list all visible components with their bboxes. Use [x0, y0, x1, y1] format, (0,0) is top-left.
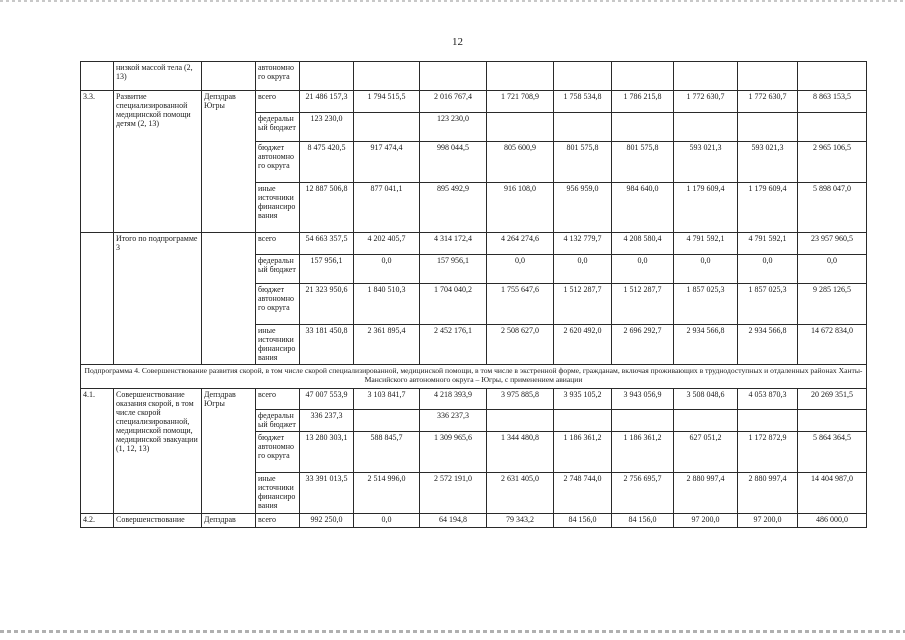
cell-year-value [554, 62, 612, 91]
cell-year-value [554, 113, 612, 142]
cell-year-value: 1 755 647,6 [487, 284, 554, 325]
cell-total: 8 475 420,5 [300, 142, 354, 183]
cell-year-value [674, 410, 738, 432]
cell-total: 47 007 553,9 [300, 389, 354, 410]
cell-year-value: 956 959,0 [554, 183, 612, 233]
cell-name: Совершенствование [114, 514, 202, 528]
cell-year-value [798, 113, 867, 142]
scan-top-edge [0, 0, 905, 2]
cell-year-value: 0,0 [554, 255, 612, 284]
cell-year-value: 84 156,0 [612, 514, 674, 528]
cell-year-value: 2 514 996,0 [354, 473, 420, 514]
cell-year-value [354, 113, 420, 142]
cell-year-value: 2 748 744,0 [554, 473, 612, 514]
cell-year-value: 123 230,0 [420, 113, 487, 142]
cell-year-value: 5 898 047,0 [798, 183, 867, 233]
cell-year-value: 2 361 895,4 [354, 325, 420, 365]
cell-year-value: 336 237,3 [420, 410, 487, 432]
cell-source: иные источники финансирования [256, 473, 300, 514]
cell-year-value: 984 640,0 [612, 183, 674, 233]
cell-year-value: 1 704 040,2 [420, 284, 487, 325]
cell-year-value: 2 508 627,0 [487, 325, 554, 365]
scan-bottom-edge [0, 630, 905, 633]
cell-year-value: 1 309 965,6 [420, 432, 487, 473]
table-row [81, 389, 867, 410]
cell-source: бюджет автономного округа [256, 432, 300, 473]
cell-year-value: 1 179 609,4 [738, 183, 798, 233]
cell-name: Совершенствование оказания скорой, в том числе скорой специализированной, медицинской помощи, медицинской эвакуации (1, 12, 13) [114, 389, 202, 514]
cell-year-value: 97 200,0 [738, 514, 798, 528]
cell-year-value: 14 404 987,0 [798, 473, 867, 514]
cell-year-value [487, 410, 554, 432]
cell-year-value: 1 172 872,9 [738, 432, 798, 473]
cell-year-value: 4 208 580,4 [612, 233, 674, 255]
cell-year-value: 1 512 287,7 [554, 284, 612, 325]
cell-year-value: 588 845,7 [354, 432, 420, 473]
cell-no: 3.3. [81, 91, 114, 233]
cell-year-value [420, 62, 487, 91]
cell-year-value: 1 758 534,8 [554, 91, 612, 113]
cell-year-value: 64 194,8 [420, 514, 487, 528]
cell-year-value: 79 343,2 [487, 514, 554, 528]
cell-year-value: 2 620 492,0 [554, 325, 612, 365]
cell-year-value [487, 113, 554, 142]
cell-year-value: 1 344 480,8 [487, 432, 554, 473]
cell-no [81, 233, 114, 365]
subprogram-heading-row [81, 365, 867, 389]
cell-year-value: 1 794 515,5 [354, 91, 420, 113]
cell-year-value: 2 016 767,4 [420, 91, 487, 113]
cell-year-value [674, 113, 738, 142]
cell-name: низкой массой тела (2, 13) [114, 62, 202, 91]
cell-no [81, 62, 114, 91]
cell-year-value [738, 410, 798, 432]
cell-total: 12 887 506,8 [300, 183, 354, 233]
cell-total [300, 62, 354, 91]
cell-year-value [487, 62, 554, 91]
cell-year-value: 0,0 [487, 255, 554, 284]
cell-year-value: 805 600,9 [487, 142, 554, 183]
cell-total: 336 237,3 [300, 410, 354, 432]
cell-year-value: 3 943 056,9 [612, 389, 674, 410]
table-row [81, 514, 867, 528]
cell-year-value: 5 864 364,5 [798, 432, 867, 473]
cell-total: 123 230,0 [300, 113, 354, 142]
cell-year-value: 23 957 960,5 [798, 233, 867, 255]
cell-year-value: 2 934 566,8 [674, 325, 738, 365]
cell-executor: Депздрав [202, 514, 256, 528]
cell-year-value [612, 62, 674, 91]
cell-year-value: 4 053 870,3 [738, 389, 798, 410]
cell-year-value [798, 410, 867, 432]
cell-source: автономного округа [256, 62, 300, 91]
cell-year-value: 1 772 630,7 [738, 91, 798, 113]
cell-year-value: 877 041,1 [354, 183, 420, 233]
cell-year-value: 2 452 176,1 [420, 325, 487, 365]
cell-year-value: 3 975 885,8 [487, 389, 554, 410]
cell-year-value: 4 218 393,9 [420, 389, 487, 410]
cell-total: 33 391 013,5 [300, 473, 354, 514]
cell-year-value [354, 410, 420, 432]
cell-year-value: 84 156,0 [554, 514, 612, 528]
cell-executor [202, 233, 256, 365]
cell-year-value: 2 880 997,4 [738, 473, 798, 514]
cell-year-value: 3 103 841,7 [354, 389, 420, 410]
cell-year-value: 4 202 405,7 [354, 233, 420, 255]
cell-source: иные источники финансирования [256, 183, 300, 233]
cell-total: 54 663 357,5 [300, 233, 354, 255]
cell-year-value: 1 857 025,3 [738, 284, 798, 325]
cell-year-value: 0,0 [612, 255, 674, 284]
cell-year-value: 157 956,1 [420, 255, 487, 284]
cell-year-value: 998 044,5 [420, 142, 487, 183]
cell-year-value: 2 756 695,7 [612, 473, 674, 514]
cell-year-value: 2 572 191,0 [420, 473, 487, 514]
cell-year-value [554, 410, 612, 432]
table-row [81, 91, 867, 113]
cell-year-value: 916 108,0 [487, 183, 554, 233]
cell-year-value: 593 021,3 [738, 142, 798, 183]
cell-year-value: 627 051,2 [674, 432, 738, 473]
cell-year-value: 4 314 172,4 [420, 233, 487, 255]
table-row [81, 233, 867, 255]
cell-executor [202, 62, 256, 91]
cell-year-value: 0,0 [738, 255, 798, 284]
budget-table [80, 61, 867, 528]
cell-year-value: 3 508 048,6 [674, 389, 738, 410]
cell-year-value: 0,0 [674, 255, 738, 284]
cell-source: бюджет автономного округа [256, 284, 300, 325]
cell-total: 13 280 303,1 [300, 432, 354, 473]
cell-year-value: 1 512 287,7 [612, 284, 674, 325]
cell-source: федеральный бюджет [256, 255, 300, 284]
cell-source: иные источники финансирования [256, 325, 300, 365]
cell-source: всего [256, 233, 300, 255]
cell-year-value: 3 935 105,2 [554, 389, 612, 410]
cell-year-value [612, 410, 674, 432]
cell-year-value: 801 575,8 [554, 142, 612, 183]
cell-year-value: 20 269 351,5 [798, 389, 867, 410]
cell-year-value: 2 631 405,0 [487, 473, 554, 514]
cell-year-value: 486 000,0 [798, 514, 867, 528]
cell-year-value: 593 021,3 [674, 142, 738, 183]
cell-year-value: 801 575,8 [612, 142, 674, 183]
page-number: 12 [452, 36, 463, 48]
cell-total: 21 486 157,3 [300, 91, 354, 113]
cell-no: 4.2. [81, 514, 114, 528]
subprogram-heading: Подпрограмма 4. Совершенствование развития скорой, в том числе скорой специализированной, медицинской помощи, в том числе в экстренной форме, гражданам, включая проживающих в труднодоступных и отдаленных районах Ханты-Мансийского автономного округа – Югры, с применением авиации [81, 365, 867, 389]
cell-year-value [612, 113, 674, 142]
cell-year-value: 1 786 215,8 [612, 91, 674, 113]
cell-year-value: 917 474,4 [354, 142, 420, 183]
cell-year-value: 1 186 361,2 [612, 432, 674, 473]
cell-year-value [674, 62, 738, 91]
cell-name: Развитие специализированной медицинской помощи детям (2, 13) [114, 91, 202, 233]
cell-year-value: 4 264 274,6 [487, 233, 554, 255]
cell-total: 21 323 950,6 [300, 284, 354, 325]
cell-year-value: 895 492,9 [420, 183, 487, 233]
cell-year-value: 14 672 834,0 [798, 325, 867, 365]
cell-year-value: 1 840 510,3 [354, 284, 420, 325]
cell-year-value: 9 285 126,5 [798, 284, 867, 325]
cell-year-value: 2 880 997,4 [674, 473, 738, 514]
cell-no: 4.1. [81, 389, 114, 514]
cell-year-value: 2 934 566,8 [738, 325, 798, 365]
cell-year-value [354, 62, 420, 91]
cell-year-value: 0,0 [354, 255, 420, 284]
cell-year-value: 1 186 361,2 [554, 432, 612, 473]
cell-name: Итого по подпрограмме 3 [114, 233, 202, 365]
cell-source: всего [256, 514, 300, 528]
cell-year-value: 1 721 708,9 [487, 91, 554, 113]
cell-year-value [738, 113, 798, 142]
cell-source: бюджет автономного округа [256, 142, 300, 183]
cell-source: всего [256, 91, 300, 113]
cell-source: всего [256, 389, 300, 410]
table-row [81, 62, 867, 91]
cell-total: 992 250,0 [300, 514, 354, 528]
cell-year-value [738, 62, 798, 91]
table-body [81, 62, 867, 528]
cell-year-value: 97 200,0 [674, 514, 738, 528]
cell-year-value: 1 772 630,7 [674, 91, 738, 113]
cell-year-value: 2 696 292,7 [612, 325, 674, 365]
cell-year-value: 1 179 609,4 [674, 183, 738, 233]
cell-total: 33 181 450,8 [300, 325, 354, 365]
cell-source: федеральный бюджет [256, 410, 300, 432]
cell-year-value: 2 965 106,5 [798, 142, 867, 183]
cell-year-value [798, 62, 867, 91]
cell-year-value: 8 863 153,5 [798, 91, 867, 113]
cell-executor: Депздрав Югры [202, 91, 256, 233]
cell-year-value: 0,0 [354, 514, 420, 528]
cell-year-value: 4 791 592,1 [674, 233, 738, 255]
cell-year-value: 1 857 025,3 [674, 284, 738, 325]
cell-year-value: 4 791 592,1 [738, 233, 798, 255]
cell-source: федеральный бюджет [256, 113, 300, 142]
cell-year-value: 0,0 [798, 255, 867, 284]
cell-total: 157 956,1 [300, 255, 354, 284]
cell-year-value: 4 132 779,7 [554, 233, 612, 255]
cell-executor: Депздрав Югры [202, 389, 256, 514]
